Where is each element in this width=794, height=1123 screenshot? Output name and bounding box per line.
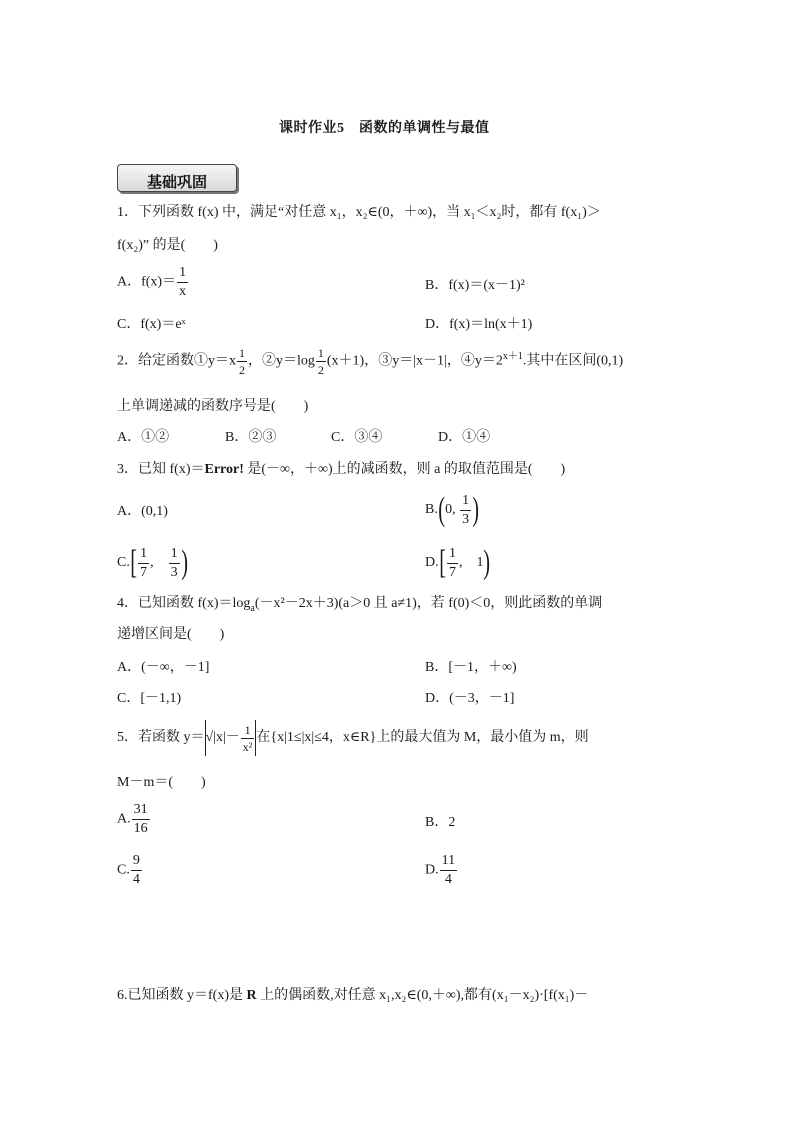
q5-option-c: C. $\frac{9}{4}$ <box>117 853 140 887</box>
q1-option-b: B．f(x)＝(x－1)² <box>425 278 525 293</box>
q5-stem-line2: M－m＝( ) <box>117 775 206 790</box>
section-badge <box>117 164 237 192</box>
q1-option-c: C．f(x)＝eˣ <box>117 317 186 332</box>
fraction: $\frac{1}{3}$ <box>170 545 178 580</box>
fraction: $\frac{9}{4}$ <box>132 853 140 887</box>
fraction: $\frac{1}{7}$ <box>448 545 456 580</box>
fraction: $\frac{1}{3}$ <box>462 492 470 527</box>
q2-stem-line1: 2．给定函数①y＝x $\frac{1}{2}$ ，②y＝log $\frac{1}{2}$ (x＋1)，③y＝|x－1|，$④y=2^{x+1}$.其中在区间(0,1) <box>117 346 624 377</box>
fraction: $\frac{1}{2}$ <box>239 346 245 377</box>
q2-option-d: D．①④ <box>438 430 491 445</box>
q4-stem-line1: 4．已知函数 $f(x)=\log_a(-x^2-2x+3)(a>0$ 且 a≠1)，若 f(0)＜0，则此函数的单调 <box>117 596 603 614</box>
q1-option-d: D．f(x)＝ln(x＋1) <box>425 317 533 332</box>
q5-option-b: B．2 <box>425 815 456 830</box>
q1-option-a: A．f(x)＝ $\frac{1}{x}$ <box>117 265 187 299</box>
page-title: 课时作业5 函数的单调性与最值 <box>279 121 490 136</box>
q3-stem: 3．已知 f(x)＝Error! 是(－∞，＋∞)上的减函数，则 a 的取值范围是( ) <box>117 462 566 477</box>
fraction: $\frac{1}{2}$ <box>317 346 324 377</box>
q3-option-a: A．(0,1) <box>117 504 168 519</box>
q5-option-d: D. $\frac{11}{4}$ <box>425 853 456 887</box>
q3-option-d: D.[ $\frac{1}{7}$ , 1) <box>425 544 491 581</box>
q2-option-c: C．③④ <box>331 430 383 445</box>
fraction: $\frac{1}{x}$ <box>179 265 187 299</box>
fraction: $\frac{1}{\text{x²}}$ <box>242 722 253 754</box>
q4-stem-line2: 递增区间是( ) <box>117 627 225 642</box>
q4-option-c: C．[－1,1) <box>117 691 182 706</box>
section-badge-label: 基础巩固 <box>146 173 207 191</box>
q1-stem-line2: f(x₂)” 的是( ) <box>117 238 218 253</box>
q4-option-b: B．[－1，＋∞) <box>425 660 517 675</box>
q2-option-b: B．②③ <box>225 430 277 445</box>
q2-option-a: A．①② <box>117 430 170 445</box>
q4-option-a: A．(－∞，－1] <box>117 660 210 675</box>
fraction: $\frac{11}{4}$ <box>441 853 456 887</box>
error-text: Error! <box>204 462 244 477</box>
q6-stem: 6.已知函数 y＝f(x)是 R 上的偶函数,对任意 x₁,x₂∈(0,＋∞),都有(x₁－x₂)·[f(x₁)－ <box>117 988 589 1003</box>
q3-option-c: C.[ $\frac{1}{7}$ , $\frac{1}{3}$ ) <box>117 544 188 581</box>
q5-option-a: A. $\frac{31}{16}$ <box>117 802 148 836</box>
q1-stem-line1: 1．下列函数 f(x) 中，满足“对任意 x₁，x₂∈(0，＋∞)，当 x₁＜x₂时，都有 f(x₁)＞ <box>117 205 601 220</box>
q2-stem-line2: 上单调递减的函数序号是( ) <box>117 399 309 414</box>
fraction: $\frac{1}{7}$ <box>140 545 148 580</box>
q3-option-b: B.(0, $\frac{1}{3}$ ) <box>425 491 480 528</box>
q4-option-d: D．(－3，－1] <box>425 691 515 706</box>
fraction: $\frac{31}{16}$ <box>133 802 148 836</box>
q5-stem-line1: 5．若函数 y＝√|x|－ $\frac{1}{\text{x²}}$ 在{x|1≤|x|≤4，x∈R}上的最大值为 M，最小值为 m，则 <box>117 720 589 756</box>
